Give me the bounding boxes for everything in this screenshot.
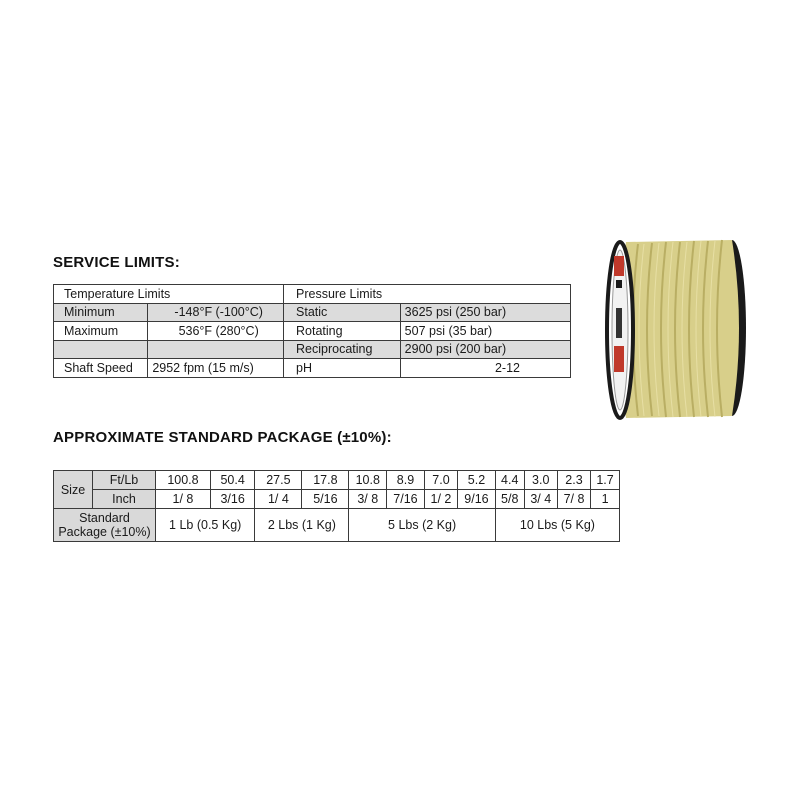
inch-cell: 7/ 8 — [557, 490, 590, 509]
inch-cell: 1/ 8 — [156, 490, 211, 509]
pressure-value-cell: 3625 psi (250 bar) — [400, 303, 570, 322]
temp-label-cell: Minimum — [54, 303, 148, 322]
ftlb-cell: 5.2 — [458, 471, 496, 490]
ftlb-cell: 1.7 — [591, 471, 620, 490]
temp-value-cell: 536°F (280°C) — [148, 322, 284, 341]
pressure-label-cell: Static — [284, 303, 401, 322]
table-row — [54, 322, 571, 341]
standard-package-label-line2: Package (±10%) — [58, 525, 151, 539]
inch-label: Inch — [93, 490, 156, 509]
ftlb-cell: 2.3 — [557, 471, 590, 490]
pressure-limits-header: Pressure Limits — [284, 285, 571, 304]
service-limits-heading: SERVICE LIMITS: — [53, 254, 180, 271]
table-row — [54, 471, 620, 490]
inch-cell: 7/16 — [387, 490, 425, 509]
ftlb-cell: 7.0 — [424, 471, 457, 490]
standard-package-label-line1: Standard — [79, 511, 130, 525]
temp-value-cell: 2952 fpm (15 m/s) — [148, 359, 284, 378]
inch-cell: 5/16 — [302, 490, 349, 509]
inch-cell: 5/8 — [495, 490, 524, 509]
ftlb-cell: 27.5 — [255, 471, 302, 490]
ftlb-cell: 100.8 — [156, 471, 211, 490]
temp-value-cell — [148, 340, 284, 359]
ftlb-cell: 3.0 — [524, 471, 557, 490]
inch-cell: 9/16 — [458, 490, 496, 509]
ftlb-cell: 10.8 — [349, 471, 387, 490]
temp-value-cell: -148°F (-100°C) — [148, 303, 284, 322]
table-row — [54, 285, 571, 304]
ftlb-cell: 4.4 — [495, 471, 524, 490]
package-cell: 10 Lbs (5 Kg) — [495, 509, 619, 542]
inch-cell: 3/ 8 — [349, 490, 387, 509]
inch-cell: 1 — [591, 490, 620, 509]
pressure-label-cell: Reciprocating — [284, 340, 401, 359]
standard-package-table — [53, 470, 620, 542]
inch-cell: 3/16 — [210, 490, 254, 509]
inch-cell: 1/ 4 — [255, 490, 302, 509]
service-limits-table — [53, 284, 571, 378]
ftlb-cell: 8.9 — [387, 471, 425, 490]
temperature-limits-header: Temperature Limits — [54, 285, 284, 304]
packing-spool-image — [604, 236, 754, 420]
pressure-label-cell: pH — [284, 359, 401, 378]
standard-package-heading: APPROXIMATE STANDARD PACKAGE (±10%): — [53, 429, 392, 446]
temp-label-cell: Maximum — [54, 322, 148, 341]
temp-label-cell — [54, 340, 148, 359]
temp-label-cell: Shaft Speed — [54, 359, 148, 378]
table-row — [54, 340, 571, 359]
ftlb-label: Ft/Lb — [93, 471, 156, 490]
package-cell: 2 Lbs (1 Kg) — [255, 509, 349, 542]
ftlb-cell: 17.8 — [302, 471, 349, 490]
table-row — [54, 303, 571, 322]
spool-label-red — [614, 256, 624, 276]
table-row — [54, 509, 620, 542]
inch-cell: 1/ 2 — [424, 490, 457, 509]
ftlb-cell: 50.4 — [210, 471, 254, 490]
pressure-value-cell: 507 psi (35 bar) — [400, 322, 570, 341]
spool-fiber-body — [620, 240, 739, 418]
pressure-label-cell: Rotating — [284, 322, 401, 341]
table-row — [54, 359, 571, 378]
inch-cell: 3/ 4 — [524, 490, 557, 509]
table-row — [54, 490, 620, 509]
package-cell: 1 Lb (0.5 Kg) — [156, 509, 255, 542]
standard-package-label — [54, 509, 156, 542]
pressure-value-cell: 2-12 — [400, 359, 570, 378]
pressure-value-cell: 2900 psi (200 bar) — [400, 340, 570, 359]
package-cell: 5 Lbs (2 Kg) — [349, 509, 495, 542]
size-label: Size — [54, 471, 93, 509]
